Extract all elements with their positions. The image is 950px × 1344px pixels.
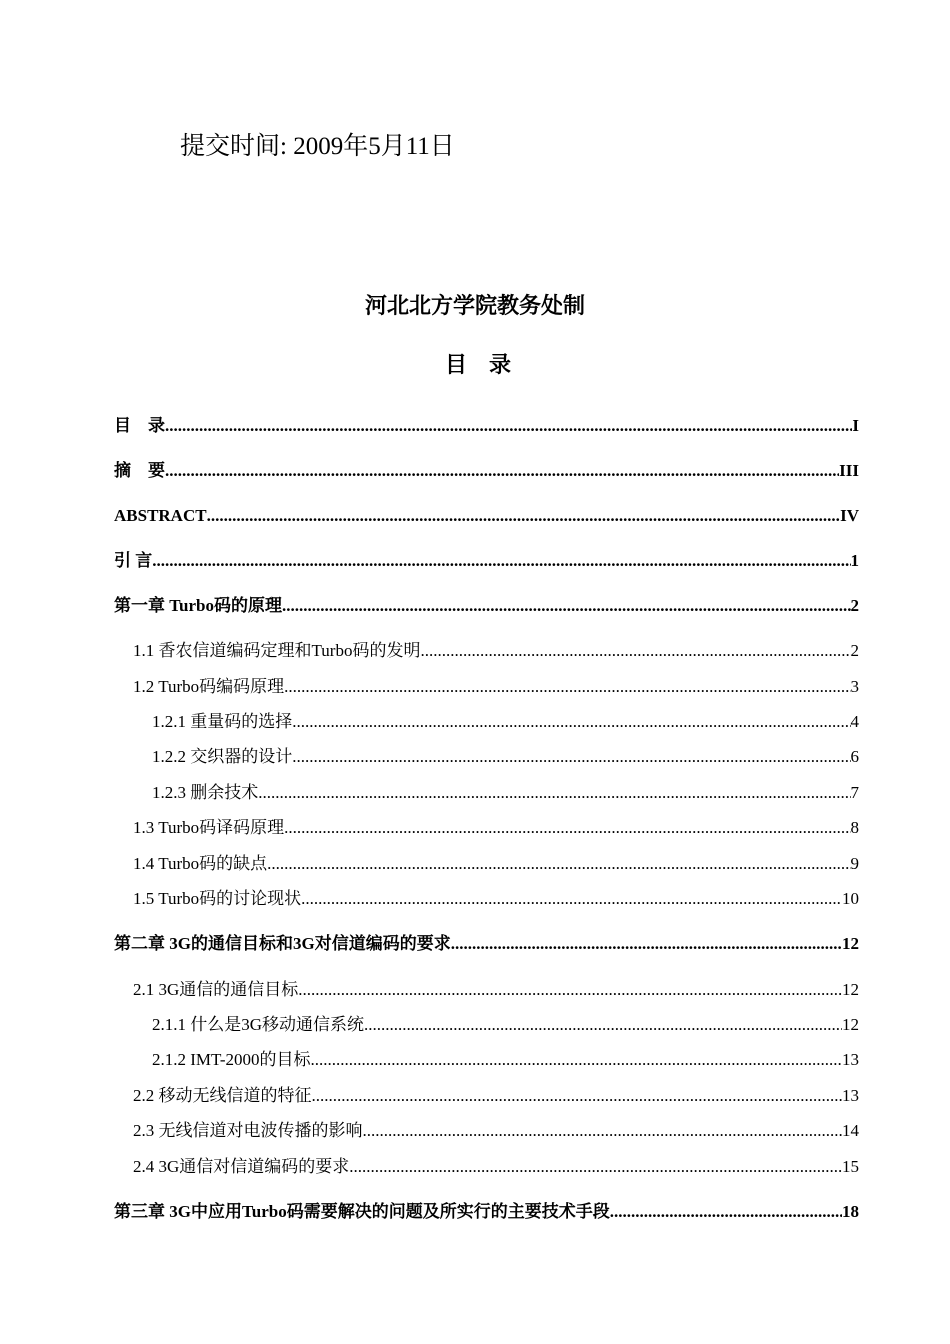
toc-leader-dots [258, 782, 850, 804]
toc-entry[interactable] [114, 640, 859, 662]
toc-entry[interactable] [114, 782, 859, 804]
toc-entry-page: 6 [850, 747, 859, 766]
toc-leader-dots [364, 1014, 842, 1036]
toc-entry[interactable] [114, 746, 859, 768]
toc-entry-page: 3 [850, 677, 859, 696]
toc-entry-page: III [839, 461, 859, 480]
toc-entry-title: 2.1 3G通信的通信目标 [133, 980, 299, 999]
toc-entry[interactable] [114, 1120, 859, 1142]
toc-entry-page: 9 [850, 854, 859, 873]
organization-name: 河北北方学院教务处制 [364, 293, 585, 318]
toc-entry[interactable] [114, 1014, 859, 1036]
toc-entry-page: IV [840, 506, 859, 525]
toc-entry-title: 2.1.1 什么是3G移动通信系统 [152, 1015, 365, 1034]
toc-entry[interactable] [114, 595, 859, 617]
toc-entry-page: 1 [850, 551, 859, 570]
toc-entry-page: 13 [842, 1086, 859, 1105]
toc-leader-dots [165, 460, 839, 482]
toc-leader-dots [301, 888, 842, 910]
toc-leader-dots [152, 550, 850, 572]
submission-date-field [287, 131, 589, 163]
toc-entry[interactable] [114, 933, 859, 955]
toc-entry-title: 第二章 3G的通信目标和3G对信道编码的要求 [114, 934, 451, 953]
toc-entry-title: 第一章 Turbo码的原理 [114, 596, 282, 615]
toc-leader-dots [311, 1049, 842, 1071]
toc-entry-page: 12 [842, 980, 859, 999]
toc-entry-title: 2.1.2 IMT-2000的目标 [152, 1050, 311, 1069]
toc-entry-title: 引 言 [114, 551, 153, 570]
submission-date-value: 2009年5月11日 [293, 133, 455, 160]
toc-entry[interactable] [114, 1085, 859, 1107]
toc-entry-title: 摘 要 [114, 461, 165, 480]
toc-leader-dots [282, 595, 851, 617]
toc-entry-page: 2 [850, 596, 859, 615]
toc-entry[interactable] [114, 888, 859, 910]
toc-leader-dots [451, 933, 842, 955]
toc-entry-page: 4 [850, 712, 859, 731]
toc-entry[interactable] [114, 460, 859, 482]
toc-entry-title: 1.1 香农信道编码定理和Turbo码的发明 [133, 641, 421, 660]
toc-leader-dots [292, 711, 850, 733]
toc-entry[interactable] [114, 415, 859, 437]
toc-entry[interactable] [114, 676, 859, 698]
toc-entry[interactable] [114, 1201, 859, 1223]
toc-entry-title: 2.2 移动无线信道的特征 [133, 1086, 312, 1105]
toc-entry-title: 1.3 Turbo码译码原理 [133, 818, 285, 837]
toc-title: 目录 [444, 352, 533, 377]
toc-leader-dots [349, 1156, 842, 1178]
toc-entry-title: 第三章 3G中应用Turbo码需要解决的问题及所实行的主要技术手段 [114, 1202, 610, 1221]
toc-leader-dots [207, 505, 841, 527]
toc-leader-dots [298, 979, 842, 1001]
toc-entry[interactable] [114, 711, 859, 733]
toc-entry-title: 2.3 无线信道对电波传播的影响 [133, 1121, 363, 1140]
submission-label: 提交时间: [180, 133, 287, 160]
toc-leader-dots [420, 640, 850, 662]
toc-entry[interactable] [114, 1156, 859, 1178]
toc-entry-page: 18 [842, 1202, 859, 1221]
toc-entry-title: 1.2.2 交织器的设计 [152, 747, 293, 766]
toc-entry[interactable] [114, 853, 859, 875]
toc-entry[interactable] [114, 817, 859, 839]
toc-entry-page: 7 [850, 783, 859, 802]
toc-leader-dots [284, 676, 850, 698]
toc-entry-title: 1.5 Turbo码的讨论现状 [133, 889, 302, 908]
toc-leader-dots [292, 746, 850, 768]
toc-leader-dots [267, 853, 850, 875]
toc-entry[interactable] [114, 550, 859, 572]
submission-date-line [180, 131, 589, 163]
toc-entry-page: 12 [842, 1015, 859, 1034]
toc-entry[interactable] [114, 1049, 859, 1071]
toc-entry-page: 14 [842, 1121, 859, 1140]
toc-entry-title: 1.4 Turbo码的缺点 [133, 854, 268, 873]
toc-entry-page: 13 [842, 1050, 859, 1069]
toc-entry-title: 1.2 Turbo码编码原理 [133, 677, 285, 696]
toc-entry[interactable] [114, 505, 859, 527]
toc-entry-page: 2 [850, 641, 859, 660]
toc-entry-page: 15 [842, 1157, 859, 1176]
toc-entry-page: I [852, 416, 859, 435]
toc-leader-dots [284, 817, 850, 839]
toc-entry[interactable] [114, 979, 859, 1001]
toc-entry-title: 目 录 [114, 416, 165, 435]
toc-entry-title: 1.2.3 删余技术 [152, 783, 259, 802]
toc-leader-dots [610, 1201, 842, 1223]
toc-entry-page: 8 [850, 818, 859, 837]
toc-entry-page: 10 [842, 889, 859, 908]
toc-entry-title: 2.4 3G通信对信道编码的要求 [133, 1157, 350, 1176]
toc-entry-page: 12 [842, 934, 859, 953]
toc-leader-dots [165, 415, 852, 437]
toc-entry-title: ABSTRACT [114, 506, 207, 525]
toc-leader-dots [363, 1120, 843, 1142]
toc-entry-title: 1.2.1 重量码的选择 [152, 712, 293, 731]
toc-leader-dots [312, 1085, 843, 1107]
